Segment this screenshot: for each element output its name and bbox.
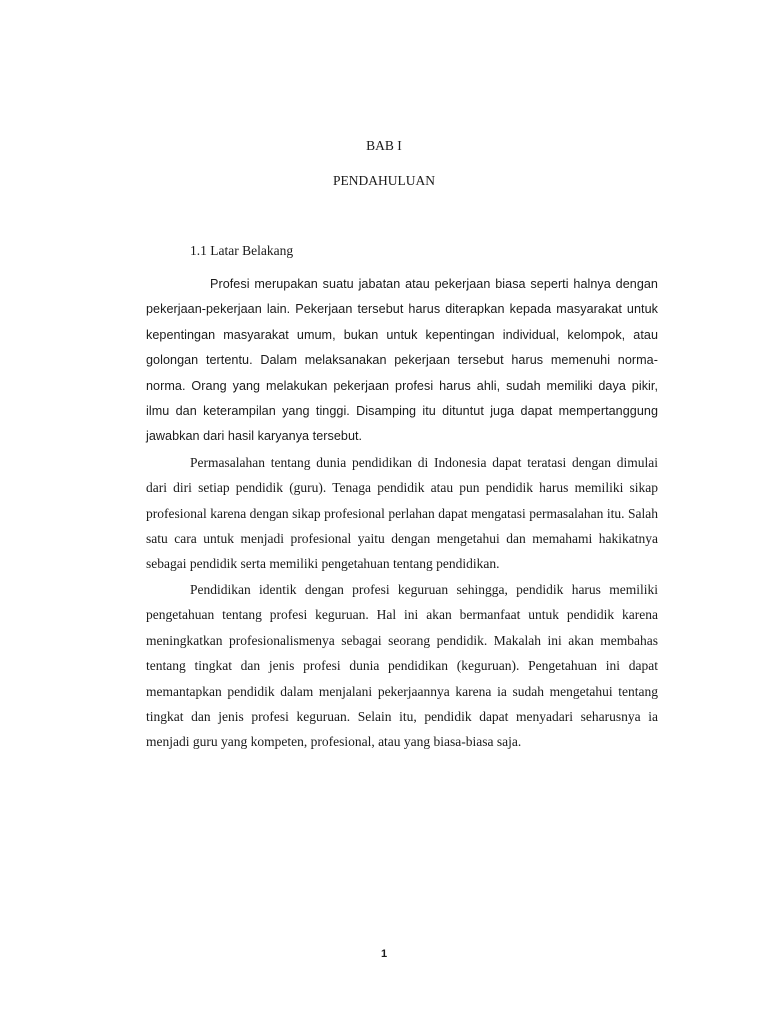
chapter-title: PENDAHULUAN	[333, 173, 435, 188]
body-text	[146, 272, 658, 755]
page-number: 1	[380, 948, 388, 960]
section-heading: 1.1 Latar Belakang	[190, 243, 294, 258]
chapter-number: BAB I	[366, 138, 402, 153]
paragraph-pendidikan: Pendidikan identik dengan profesi keguruan sehingga, pendidik harus memiliki pengetahuan tentang profesi keguruan. Hal ini akan bermanfaat untuk pendidik karena meningkatkan profesionalismenya sebagai seorang pendidik. Makalah ini akan membahas tentang tingkat dan jenis profesi dunia pendidikan (keguruan). Pengetahuan ini dapat memantapkan pendidik dalam menjalani pekerjaannya karena ia sudah mengetahui tentang tingkat dan jenis profesi keguruan. Selain itu, pendidik dapat menyadari seharusnya ia menjadi guru yang kompeten, profesional, atau yang biasa-biasa saja.	[146, 581, 658, 750]
paragraph-profesi: Profesi merupakan suatu jabatan atau pekerjaan biasa seperti halnya dengan pekerjaan-pekerjaan lain. Pekerjaan tersebut harus diterapkan kepada masyarakat untuk kepentingan masyarakat umum, bukan untuk kepentingan individual, kelompok, atau golongan tertentu. Dalam melaksanakan pekerjaan tersebut harus memenuhi norma-norma. Orang yang melakukan pekerjaan profesi harus ahli, sudah memiliki daya pikir, ilmu dan keterampilan yang tinggi. Disamping itu dituntut juga dapat mempertanggung jawabkan dari hasil karyanya tersebut.	[146, 277, 658, 444]
paragraph-permasalahan: Permasalahan tentang dunia pendidikan di Indonesia dapat teratasi dengan dimulai dari diri setiap pendidik (guru). Tenaga pendidik atau pun pendidik harus memiliki sikap profesional karena dengan sikap profesional perlahan dapat mengatasi permasalahan itu. Salah satu cara untuk menjadi profesional yaitu dengan mengetahui dan memahami hakikatnya sebagai pendidik serta memiliki pengetahuan tentang pendidikan.	[146, 454, 658, 572]
